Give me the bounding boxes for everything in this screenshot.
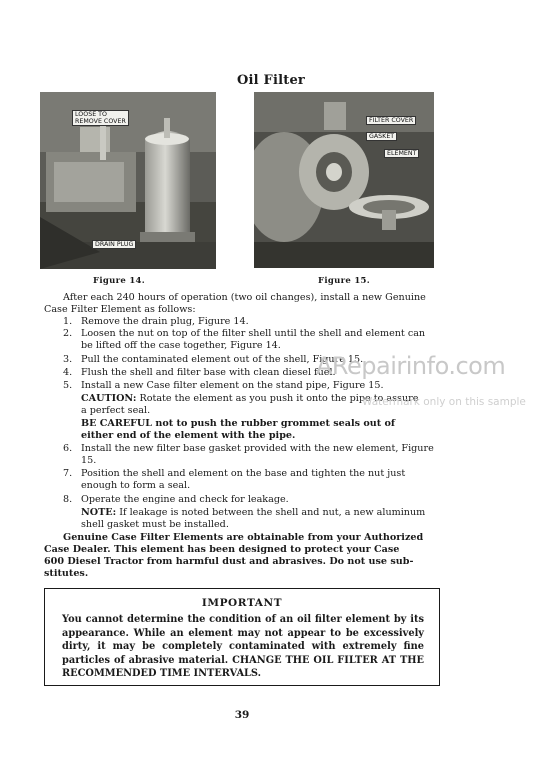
important-box <box>44 588 440 686</box>
gasket-label: GASKET <box>366 132 397 141</box>
caution-line-2: a perfect seal. <box>81 405 151 416</box>
step-1-text: Remove the drain plug, Figure 14. <box>81 316 249 327</box>
page-number: 39 <box>234 709 250 721</box>
step-4-text: Flush the shell and filter base with clean diesel fuel. <box>81 367 336 378</box>
step-4-number: 4. <box>63 367 73 378</box>
intro-line-2: Case Filter Element as follows: <box>44 304 196 315</box>
important-title: IMPORTANT <box>201 597 283 609</box>
step-7-text-line-1: Position the shell and element on the base and tighten the nut just <box>81 468 406 479</box>
watermark-site: ARepairinfo.com <box>316 352 506 380</box>
filter-cover-label: FILTER COVER <box>366 116 416 125</box>
step-3-text: Pull the contaminated element out of the shell, Figure 15. <box>81 354 364 365</box>
step-8-text: Operate the engine and check for leakage. <box>81 494 289 505</box>
step-5-number: 5. <box>63 380 73 391</box>
step-3-number: 3. <box>63 354 73 365</box>
step-6-text-line-2: 15. <box>81 455 97 466</box>
step-6-text-line-1: Install the new filter base gasket provided with the new element, Figure <box>81 443 434 454</box>
watermark-notice: Watermark only on this sample <box>362 396 526 408</box>
step-5-text: Install a new Case filter element on the stand pipe, Figure 15. <box>81 380 384 391</box>
genuine-line-3: 600 Diesel Tractor from harmful dust and abrasives. Do not use sub- <box>44 556 414 567</box>
important-body: You cannot determine the condition of an oil filter element by its appearance. While an element may not appear to be excessively dirty, it may be completely contaminated with extremely fine particles of abrasive material. CHANGE THE OIL FILTER AT THE RECOMMENDED TIME INTERVALS. <box>62 614 424 680</box>
intro-line-1: After each 240 hours of operation (two oil changes), install a new Genuine <box>63 292 426 303</box>
caution-label: CAUTION: <box>81 393 137 404</box>
drain-plug-label: DRAIN PLUG <box>92 240 136 249</box>
note-text: If leakage is noted between the shell and nut, a new aluminum <box>119 507 426 518</box>
step-1-number: 1. <box>63 316 73 327</box>
note-label: NOTE: <box>81 507 117 518</box>
step-7-number: 7. <box>63 468 73 479</box>
step-8-number: 8. <box>63 494 73 505</box>
step-2-text-line-2: be lifted off the case together, Figure 14. <box>81 340 281 351</box>
genuine-line-2: Case Dealer. This element has been designed to protect your Case <box>44 544 400 555</box>
loose-cover-label <box>72 110 129 126</box>
figure-15-caption: Figure 15. <box>318 276 371 286</box>
loose-to-text: LOOSE TO <box>75 111 107 118</box>
careful-line-2: either end of the element with the pipe. <box>81 430 296 441</box>
figure-14-photo <box>40 92 216 269</box>
genuine-line-4: stitutes. <box>44 568 89 579</box>
careful-line-1: BE CAREFUL not to push the rubber grommet seals out of <box>81 418 396 429</box>
step-2-number: 2. <box>63 328 73 339</box>
step-2-text-line-1: Loosen the nut on top of the filter shell until the shell and element can <box>81 328 426 339</box>
caution-text: Rotate the element as you push it onto the pipe to assure <box>139 393 419 404</box>
page-title: Oil Filter <box>237 73 305 88</box>
note-line-2: shell gasket must be installed. <box>81 519 229 530</box>
step-7-text-line-2: enough to form a seal. <box>81 480 191 491</box>
element-label: ELEMENT <box>384 149 419 158</box>
step-6-number: 6. <box>63 443 73 454</box>
genuine-line-1: Genuine Case Filter Elements are obtainable from your Authorized <box>63 532 424 543</box>
figure-14-caption: Figure 14. <box>93 276 146 286</box>
remove-cover-text: REMOVE COVER <box>75 118 126 125</box>
figure-15-photo <box>254 92 434 268</box>
note-line-1 <box>81 507 425 519</box>
